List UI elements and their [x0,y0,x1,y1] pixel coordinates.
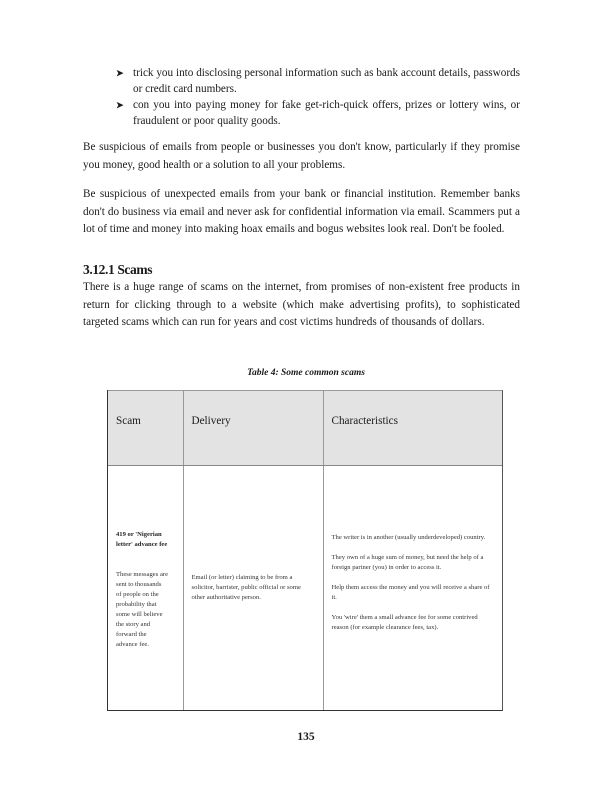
section-body: There is a huge range of scams on the internet, from promises of non-existent free products in return for clicking through to a website (which make advertising profits), to sophisticated targeted scams which can run for years and cost victims hundreds of thousands of dollars. [83,281,520,329]
characteristic-item: The writer is in another (usually underdeveloped) country. [331,534,486,541]
header-characteristics: Characteristics [323,391,502,466]
bullet-item [116,98,520,129]
characteristic-item: You 'wire' them a small advance fee for some contrived reason (for example clearance fees, tax). [331,614,478,631]
bullet-text: con you into paying money for fake get-rich-quick offers, prizes or lottery wins, or fraudulent or poor quality goods. [133,99,520,127]
characteristic-item: They own of a huge sum of money, but need the help of a foreign partner (you) in order to access it. [331,554,484,571]
paragraph-bank-emails: Be suspicious of unexpected emails from your bank or financial institution. Remember banks don't do business via email and never ask for confidential information via email. Scammers put a lot of time and money into making hoax emails and bogus websites look real. Don't be fooled. [83,188,520,236]
scams-table [107,390,503,711]
arrow-bullet-icon: ➤ [116,100,124,110]
header-scam: Scam [108,391,183,466]
section-heading: 3.12.1 Scams [83,262,153,277]
cell-characteristics [323,466,502,711]
characteristic-item: Help them access the money and you will receive a share of it. [331,584,490,601]
scam-name: 419 or 'Nigerian letter' advance fee [116,530,168,548]
table-caption: Table 4: Some common scams [247,368,365,378]
cell-delivery [183,466,323,711]
table-header-row [108,391,502,466]
bullet-list [116,66,520,130]
delivery-text: Email (or letter) claiming to be from a solicitor, barrister, public official or some other authoritative person. [191,574,301,601]
scam-description: These messages are sent to thousands of people on the probability that some will believe the story and forward the advance fee. [116,570,168,648]
page-number: 135 [297,731,315,743]
bullet-text: trick you into disclosing personal information such as bank account details, passwords or credit card numbers. [133,67,520,95]
table-row [108,466,502,711]
bullet-item [116,66,520,97]
paragraph-suspicious-emails: Be suspicious of emails from people or businesses you don't know, particularly if they promise you money, good health or a solution to all your problems. [83,141,520,171]
header-delivery: Delivery [183,391,323,466]
arrow-bullet-icon: ➤ [116,68,124,78]
cell-scam [108,466,183,711]
